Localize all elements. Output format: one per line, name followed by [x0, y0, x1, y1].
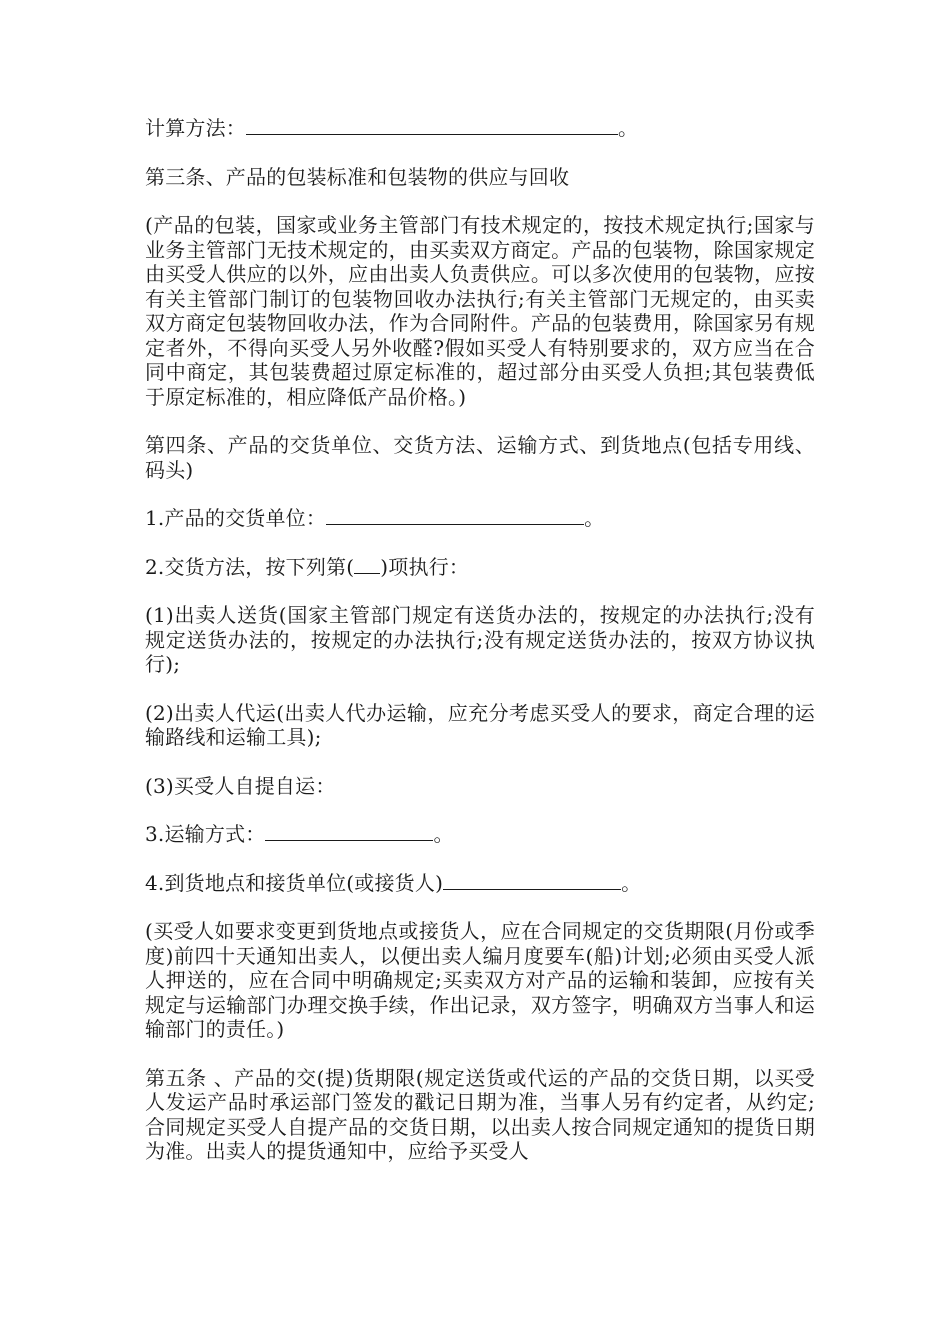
article3-body: (产品的包装，国家或业务主管部门有技术规定的，按技术规定执行;国家与业务主管部门无技术规定的，由买卖双方商定。产品的包装物，除国家规定由买受人供应的以外，应由出卖人负责供应。可以多次使用的包装物，应按有关主管部门制订的包装物回收办法执行;有关主管部门无规定的，由买卖双方商定包装物回收办法，作为合同附件。产品的包装费用，除国家另有规定者外，不得向买受人另外收醛?假如买受人有特别要求的，双方应当在合同中商定，其包装费超过原定标准的，超过部分由买受人负担;其包装费低于原定标准的，相应降低产品价格。): [145, 213, 815, 409]
item2-blank[interactable]: [354, 555, 380, 574]
item4-end: 。: [621, 870, 642, 895]
option3: (3)买受人自提自运：: [145, 773, 336, 798]
item2-line: [145, 555, 815, 580]
item3-label: 3.运输方式：: [145, 822, 266, 846]
calc-method-end: 。: [618, 116, 639, 140]
item4-line: [145, 871, 815, 896]
item3-end: 。: [433, 822, 454, 846]
item3-blank[interactable]: [265, 822, 433, 841]
calc-method-label: 计算方法：: [145, 116, 246, 140]
option2: (2)出卖人代运(出卖人代办运输，应充分考虑买受人的要求，商定合理的运输路线和运输工具);: [145, 700, 815, 749]
item1-blank[interactable]: [326, 506, 584, 525]
document-page: [145, 116, 815, 1188]
article4-heading: 第四条、产品的交货单位、交货方法、运输方式、到货地点(包括专用线、码头): [145, 433, 815, 482]
item1-end: 。: [584, 506, 605, 530]
calc-method-blank[interactable]: [246, 116, 618, 135]
article3-heading: 第三条、产品的包装标准和包装物的供应与回收: [145, 164, 570, 189]
item2-before: 2.交货方法，按下列第(: [145, 554, 355, 579]
item3-line: [145, 822, 815, 847]
item4-label: 4.到货地点和接货单位(或接货人): [145, 870, 444, 895]
delivery-note: (买受人如要求变更到货地点或接货人，应在合同规定的交货期限(月份或季度)前四十天通知出卖人，以便出卖人编月度要车(船)计划;必须由买受人派人押送的，应在合同中明确规定;买卖双方对产品的运输和装卸，应按有关规定与运输部门办理交换手续，作出记录，双方签字，明确双方当事人和运输部门的责任。): [145, 919, 815, 1041]
item2-after: )项执行：: [380, 554, 470, 579]
calc-method-line: [145, 116, 815, 141]
article5: 第五条 、产品的交(提)货期限(规定送货或代运的产品的交货日期，以买受人发运产品时承运部门签发的戳记日期为准，当事人另有约定者，从约定;合同规定买受人自提产品的交货日期，以出卖人按合同规定通知的提货日期为准。出卖人的提货通知中，应给予买受人: [145, 1065, 815, 1163]
item1-label: 1.产品的交货单位：: [145, 506, 327, 530]
item4-blank[interactable]: [443, 871, 621, 890]
item1-line: [145, 506, 815, 531]
option1: (1)出卖人送货(国家主管部门规定有送货办法的，按规定的办法执行;没有规定送货办法的，按规定的办法执行;没有规定送货办法的，按双方协议执行);: [145, 603, 815, 676]
